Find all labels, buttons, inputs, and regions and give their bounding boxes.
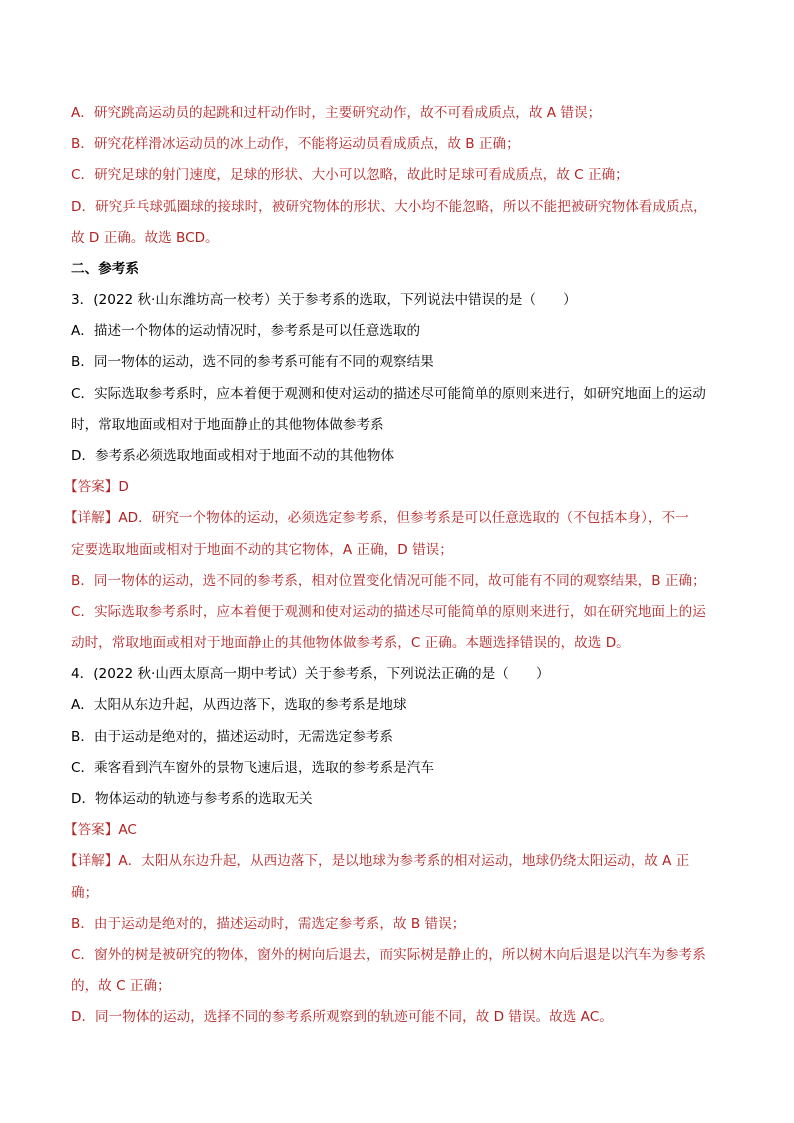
q4-detail-a-line1: A．太阳从东边升起，从西边落下，是以地球为参考系的相对运动，地球仍绕太阳运动，故 A 正 (118, 853, 690, 869)
q3-detail-ad-line1: AD．研究一个物体的运动，必须选定参考系，但参考系是可以任意选取的（不包括本身），不一 (118, 510, 689, 526)
q3-answer: D (118, 479, 129, 495)
q4-detail-c-line2: 的，故 C 正确； (71, 978, 171, 994)
q4-stem: 4．(2022 秋·山西太原高一期中考试）关于参考系，下列说法正确的是（ ） (71, 666, 550, 682)
q3-option-a: A．描述一个物体的运动情况时，参考系是可以任意选取的 (71, 323, 421, 339)
q3-answer-tag: 【答案】 (64, 479, 119, 495)
q4-detail-tag: 【详解】 (64, 853, 119, 869)
q4-option-b: B．由于运动是绝对的，描述运动时，无需选定参考系 (71, 729, 393, 745)
prev-explanation-b: B．研究花样滑冰运动员的冰上动作，不能将运动员看成质点，故 B 正确； (71, 136, 520, 152)
q4-answer-tag: 【答案】 (64, 822, 119, 838)
q3-detail-line1 (64, 508, 744, 528)
q4-detail-line1 (64, 851, 744, 871)
q4-answer: AC (118, 822, 137, 838)
q3-stem: 3．(2022 秋·山东潍坊高一校考）关于参考系的选取，下列说法中错误的是（ ） (71, 292, 577, 308)
q4-detail-a-line2: 确； (71, 885, 99, 901)
q3-answer-line (64, 477, 744, 497)
q3-detail-ad-line2: 定要选取地面或相对于地面不动的其它物体，A 正确，D 错误； (71, 542, 453, 558)
q4-answer-line (64, 820, 744, 840)
q3-detail-c-line1: C．实际选取参考系时，应本着便于观测和使对运动的描述尽可能简单的原则来进行，如在研究地面上的运 (71, 604, 706, 620)
q3-detail-c-line2: 动时，常取地面或相对于地面静止的其他物体做参考系，C 正确。本题选择错误的，故选 D。 (71, 635, 630, 651)
q4-option-c: C．乘客看到汽车窗外的景物飞速后退，选取的参考系是汽车 (71, 760, 434, 776)
q4-detail-c-line1: C．窗外的树是被研究的物体，窗外的树向后退去，而实际树是静止的，所以树木向后退是以汽车为参考系 (71, 947, 706, 963)
prev-explanation-d-line1: D．研究乒乓球弧圈球的接球时，被研究物体的形状、大小均不能忽略，所以不能把被研究物体看成质点， (71, 199, 707, 215)
prev-explanation-d-line2: 故 D 正确。故选 BCD。 (71, 230, 219, 246)
q3-option-c-line1: C．实际选取参考系时，应本着便于观测和使对运动的描述尽可能简单的原则来进行，如研究地面上的运动 (71, 386, 706, 402)
q4-option-a: A．太阳从东边升起，从西边落下，选取的参考系是地球 (71, 697, 407, 713)
q3-option-c-line2: 时，常取地面或相对于地面静止的其他物体做参考系 (71, 417, 384, 433)
q3-option-b: B．同一物体的运动，选不同的参考系可能有不同的观察结果 (71, 354, 434, 370)
q4-option-d: D．物体运动的轨迹与参考系的选取无关 (71, 791, 313, 807)
q4-detail-b: B．由于运动是绝对的，描述运动时，需选定参考系，故 B 错误； (71, 916, 466, 932)
section-title: 二、参考系 (71, 261, 139, 277)
prev-explanation-c: C．研究足球的射门速度，足球的形状、大小可以忽略，故此时足球可看成质点，故 C 正确； (71, 167, 629, 183)
q4-detail-d: D．同一物体的运动，选择不同的参考系所观察到的轨迹可能不同，故 D 错误。故选 AC。 (71, 1009, 613, 1025)
prev-explanation-a: A．研究跳高运动员的起跳和过杆动作时，主要研究动作，故不可看成质点，故 A 错误； (71, 105, 602, 121)
q3-detail-b: B．同一物体的运动，选不同的参考系，相对位置变化情况可能不同，故可能有不同的观察结果，B 正确； (71, 573, 706, 589)
q3-detail-tag: 【详解】 (64, 510, 119, 526)
q3-option-d: D．参考系必须选取地面或相对于地面不动的其他物体 (71, 448, 395, 464)
